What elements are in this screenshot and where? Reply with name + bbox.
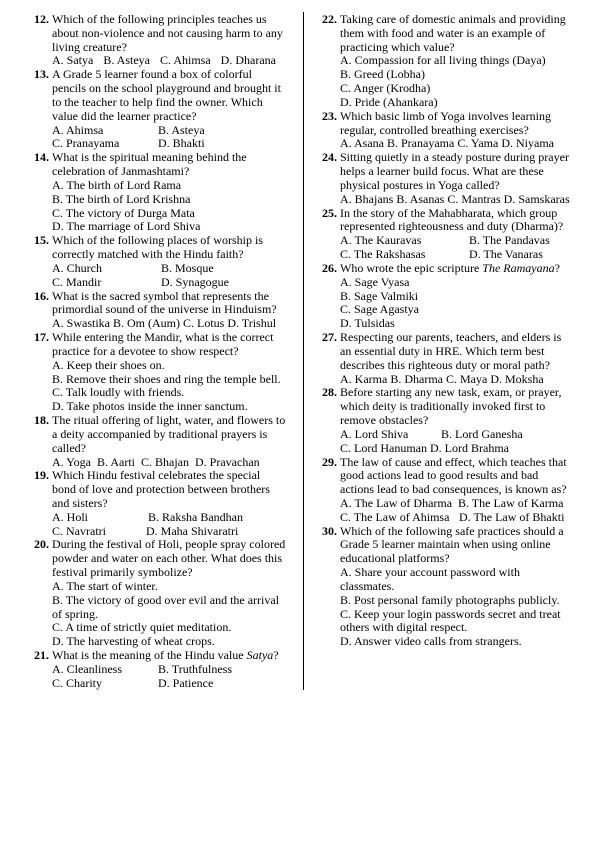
question-body [52,538,296,649]
question-body [52,290,296,331]
option-a: A. Yoga [52,454,92,469]
question-body [52,649,296,690]
option-b: B. Lord Ganesha [441,426,523,441]
option-row [340,234,584,248]
question-23 [322,110,584,151]
option-a: A. Keep their shoes on. [52,357,165,372]
option-c: C. Anger (Krodha) [340,81,431,96]
option-row [340,248,584,262]
question-number: 22. [322,12,337,26]
option-b: B. The Law of Karma [458,495,564,510]
option-d: D. Dharana [220,53,276,68]
option-a: A. Sage Vyasa [340,274,410,289]
option-d: D. Pravachan [195,454,260,469]
question-number: 30. [322,523,337,538]
option-d: D. Bhakti [158,136,205,151]
question-number: 20. [34,537,49,552]
question-text: Sitting quietly in a steady posture during prayer helps a learner build focus. What are these physical postures in Yoga called? [340,150,569,192]
question-text: Which of the following safe practices should a Grade 5 learner maintain when using online educational platforms? [340,523,564,566]
question-30 [322,525,584,649]
option-a: A. Satya [52,53,94,68]
option-d: D. Maha Shivaratri [146,523,239,538]
question-19 [34,469,296,538]
question-number: 23. [322,108,337,123]
option-c: C. The victory of Durga Mata [52,205,195,220]
option-b: B. Dharma [390,371,443,386]
option-d: D. Synagogue [161,274,229,289]
options [340,373,584,387]
option-b: B. Raksha Bandhan [148,509,243,524]
option-row [340,428,584,442]
question-body [340,456,584,525]
option-a: A. Cleanliness [52,661,122,676]
option-c: C. Mandir [52,274,102,289]
question-body [340,151,584,206]
option-row [52,511,296,525]
option-b: B. Aarti [97,454,136,469]
question-text: Taking care of domestic animals and providing them with food and water is an example of practicing which value? [340,12,566,54]
question-text: Which of the following principles teaches us about non-violence and not causing harm to any living creature? [52,12,283,54]
question-24 [322,151,584,206]
option-row [340,497,584,511]
question-17 [34,331,296,414]
option-d: D. Pride (Ahankara) [340,94,438,109]
option-row [340,511,584,525]
question-number: 19. [34,468,49,483]
option-a: A. Karma [340,371,388,386]
question-number: 29. [322,454,337,469]
option-d: D. Trishul [227,316,277,331]
option-a: A. Church [52,260,102,275]
question-number: 27. [322,330,337,345]
option-b: B. Sage Valmiki [340,288,419,303]
option-d: D. Tulsidas [340,316,395,331]
question-18 [34,414,296,469]
option-a: A. Ahimsa [52,122,104,137]
option-c: C. Ahimsa [160,53,211,68]
option-c: C. Maya [445,371,488,386]
option-c: C. Keep your login passwords secret and treat others with digital respect. [340,606,561,635]
question-text-end: ? [554,260,560,275]
option-b: B. Greed (Lobha) [340,67,425,82]
option-d: D. Niyama [501,136,554,151]
option-row [52,663,296,677]
option-a: A. The Kauravas [340,233,422,248]
option-a: A. The birth of Lord Rama [52,177,182,192]
question-text-emphasis: The Ramayana [482,260,555,275]
option-c: C. Mantras [447,191,501,206]
option-b: B. The Pandavas [469,233,550,248]
option-b: B. Asteya [158,122,205,137]
question-15 [34,234,296,289]
question-27 [322,331,584,386]
question-body [52,414,296,469]
question-text [52,649,296,663]
option-c: C. A time of strictly quiet meditation. [52,620,232,635]
question-number: 13. [34,67,49,82]
question-text-end: ? [273,648,279,663]
option-c: C. Navratri [52,523,106,538]
question-14 [34,151,296,234]
question-13 [34,68,296,151]
options [340,193,584,207]
option-c: C. Talk loudly with friends. [52,385,185,400]
question-number: 12. [34,12,49,26]
question-body [52,13,296,68]
option-b: B. Asteya [103,53,150,68]
question-22 [322,13,584,110]
option-b: B. Asanas [396,191,445,206]
option-c: C. Pranayama [52,136,120,151]
option-b: B. Truthfulness [158,661,233,676]
left-column [34,13,296,691]
question-29 [322,456,584,525]
options [52,456,296,470]
question-number: 17. [34,330,49,345]
option-b: B. Remove their shoes and ring the temple bell. [52,371,281,386]
option-row [52,525,296,539]
question-number: 16. [34,288,49,303]
option-c: C. Yama [457,136,499,151]
question-number: 26. [322,260,337,275]
question-text: What is the sacred symbol that represents the primordial sound of the universe in Hinduism? [52,288,277,317]
question-21 [34,649,296,690]
option-a: A. Compassion for all living things (Daya) [340,53,546,68]
option-a: A. The start of winter. [52,578,158,593]
option-c: C. The Law of Ahimsa [340,509,450,524]
question-text: While entering the Mandir, what is the correct practice for a devotee to show respect? [52,330,274,358]
question-text-start: What is the meaning of the Hindu value [52,648,247,663]
question-body [340,331,584,386]
question-text [340,262,584,276]
question-text-start: Who wrote the epic scripture [340,260,483,275]
option-d: D. Patience [158,675,214,690]
question-16 [34,290,296,331]
question-text: The ritual offering of light, water, and flowers to a deity accompanied by traditional prayers is called? [52,413,286,455]
column-divider [303,12,304,690]
option-a: A. Swastika [52,316,110,331]
question-text: Which Hindu festival celebrates the special bond of love and protection between brothers and sisters? [52,468,270,510]
question-25 [322,207,584,262]
question-text: The law of cause and effect, which teaches that good actions lead to good results and bad actions lead to bad consequences, is known as? [340,454,567,497]
question-body [340,13,584,110]
question-text: Before starting any new task, exam, or prayer, which deity is traditionally invoked first to remove obstacles? [340,385,562,428]
question-body [52,469,296,538]
right-column [322,13,584,649]
option-d: D. Take photos inside the inner sanctum. [52,399,248,414]
option-d: D. The Vanaras [469,247,543,262]
options [52,317,296,331]
question-number: 25. [322,205,337,220]
question-body [52,234,296,289]
question-number: 24. [322,150,337,165]
question-text: In the story of the Mahabharata, which group represented righteousness and duty (Dharma)? [340,205,564,234]
question-text: Which basic limb of Yoga involves learning regular, controlled breathing exercises? [340,108,551,137]
question-body [340,207,584,262]
option-d: D. Answer video calls from strangers. [340,634,522,649]
option-a: A. Bhajans [340,191,394,206]
option-b: B. Mosque [161,260,214,275]
option-row [340,442,584,456]
option-row [52,137,296,151]
question-body [340,386,584,455]
question-number: 21. [34,648,49,663]
option-b: B. The birth of Lord Krishna [52,191,191,206]
question-number: 14. [34,150,49,165]
question-text: Which of the following places of worship is correctly matched with the Hindu faith? [52,233,263,262]
question-body [340,262,584,331]
option-d: D. Lord Brahma [430,440,509,455]
option-c: C. Lotus [183,316,225,331]
option-row [52,124,296,138]
option-row [52,276,296,290]
option-a: A. Holi [52,509,88,524]
option-a: A. The Law of Dharma [340,495,453,510]
question-number: 15. [34,233,49,248]
question-text: During the festival of Holi, people spray colored powder and water on each other. What does this festival primarily symbolize? [52,537,286,580]
question-body [52,68,296,151]
option-c: C. Charity [52,675,102,690]
option-b: B. Pranayama [387,136,455,151]
option-a: A. Lord Shiva [340,426,409,441]
option-c: C. Sage Agastya [340,302,419,317]
question-body [52,151,296,234]
options [340,137,584,151]
option-row [52,677,296,691]
question-text-emphasis: Satya [246,648,274,663]
option-d: D. The Law of Bhakti [459,509,565,524]
option-d: D. Samskaras [503,191,570,206]
option-b: B. Post personal family photographs publicly. [340,592,560,607]
option-c: C. Bhajan [141,454,190,469]
question-text: Respecting our parents, teachers, and elders is an essential duty in HRE. Which term best describes this righteous duty or moral path? [340,330,562,372]
option-d: D. Moksha [490,371,544,386]
options [52,54,296,68]
option-d: D. The harvesting of wheat crops. [52,634,215,649]
question-body [340,110,584,151]
question-text: A Grade 5 learner found a box of colorful pencils on the school playground and brought it to the teacher to help find the owner. Which value did the learner practice? [52,67,281,123]
question-body [340,525,584,649]
question-number: 18. [34,413,49,428]
option-d: D. The marriage of Lord Shiva [52,219,201,234]
option-row [52,262,296,276]
option-a: A. Share your account password with classmates. [340,565,520,593]
question-body [52,331,296,414]
option-c: C. The Rakshasas [340,247,426,262]
question-28 [322,386,584,455]
option-b: B. Om (Aum) [113,316,180,331]
question-number: 28. [322,385,337,400]
option-c: C. Lord Hanuman [340,440,427,455]
question-12 [34,13,296,68]
option-b: B. The victory of good over evil and the arrival of spring. [52,592,280,621]
question-26 [322,262,584,331]
option-a: A. Asana [340,136,384,151]
question-text: What is the spiritual meaning behind the celebration of Janmashtami? [52,150,247,179]
question-20 [34,538,296,649]
